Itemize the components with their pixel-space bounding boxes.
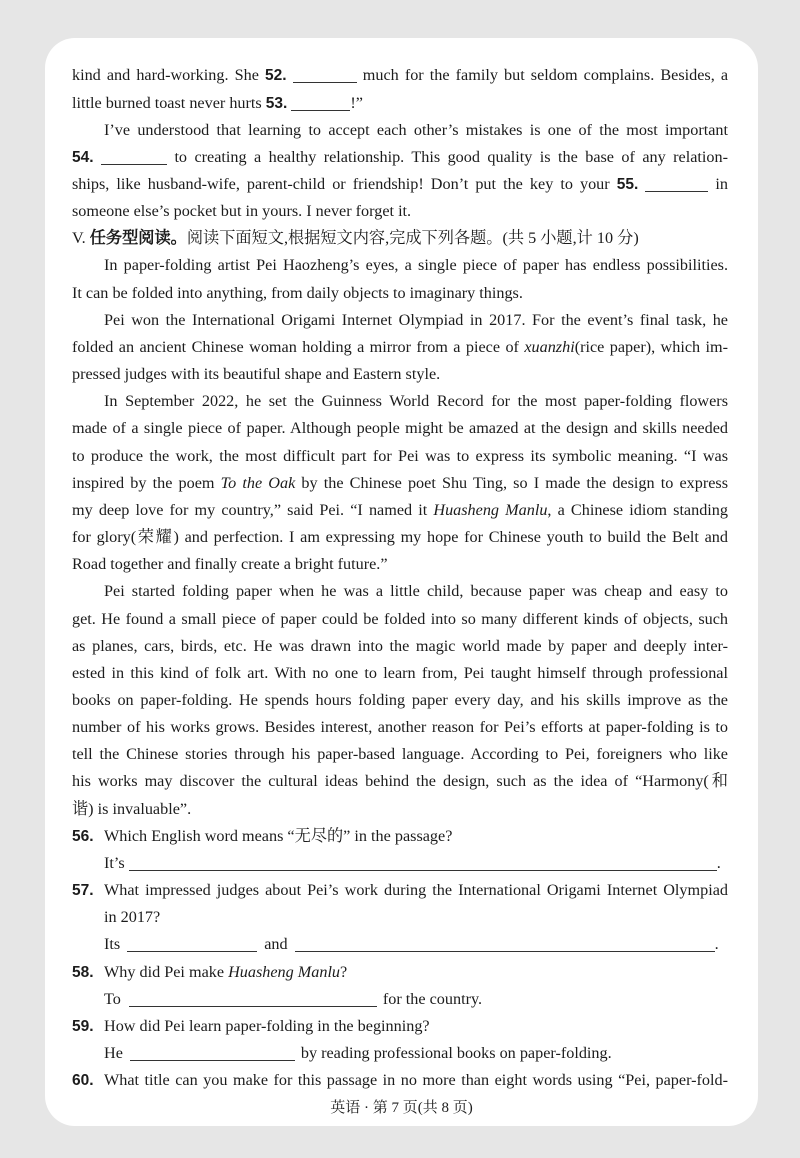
question-text: What impressed judges about Pei’s work during the International Origami Internet Olympiad (104, 881, 728, 900)
passage-line (72, 741, 728, 768)
passage-text: by the Chinese poet Shu Ting, so I made the design to express (301, 473, 729, 492)
section-numeral: V. (72, 229, 86, 248)
question-text: in 2017? (104, 908, 161, 927)
cloze-line (72, 117, 728, 144)
passage-text: inspired by the poem (72, 473, 215, 492)
question-number-59: 59. (72, 1017, 94, 1035)
page-footer: 英语 · 第 7 页(共 8 页) (330, 1100, 473, 1116)
passage-text: In paper-folding artist Pei Haozheng’s eyes, a single piece of paper has endless possibilities. (104, 256, 728, 275)
question-number-57: 57. (72, 882, 94, 900)
answer-blank-57a (127, 939, 257, 952)
question-text: What title can you make for this passage in no more than eight words using “Pei, paper-fold- (104, 1071, 728, 1090)
answer-blank-53 (291, 98, 350, 111)
work-title: Huasheng Manlu (433, 500, 548, 519)
poem-title: To the Oak (220, 473, 296, 492)
cloze-line (72, 90, 728, 117)
section-heading (72, 225, 728, 252)
question-number-60: 60. (72, 1072, 94, 1090)
passage-text: 谐) is invaluable”. (72, 799, 192, 818)
passage-text: for glory(荣耀) and perfection. I am expressing my hope for Chinese youth to build the Belt and (72, 528, 728, 547)
cloze-line (72, 198, 728, 225)
passage-text: pressed judges with its beautiful shape and Eastern style. (72, 365, 441, 384)
passage-line (72, 497, 728, 524)
passage-text: tell the Chinese stories through his paper-based language. According to Pei, foreigners who like (72, 745, 728, 764)
section-instructions: 阅读下面短文,根据短文内容,完成下列各题。(共 5 小题,计 10 分) (186, 229, 639, 248)
answer-blank-56 (129, 858, 717, 871)
passage-text: made of a single piece of paper. Although people might be amazed at the design and skills needed (72, 419, 728, 438)
answer-line-57 (72, 931, 728, 958)
cloze-line (72, 62, 728, 89)
answer-blank-54 (101, 152, 167, 165)
passage-text: to produce the work, the most difficult part for Pei was to express its symbolic meaning. “I was (72, 446, 728, 465)
answer-blank-58 (129, 994, 377, 1007)
passage-line (72, 443, 728, 470)
question-56 (72, 823, 728, 850)
question-text: How did Pei learn paper-folding in the beginning? (104, 1016, 430, 1035)
answer-line-59 (72, 1040, 728, 1067)
passage-line (72, 415, 728, 442)
page-content (72, 62, 728, 1094)
cloze-text: kind and hard-working. She (72, 66, 259, 85)
passage-line (72, 252, 728, 279)
answer-suffix: for the country. (382, 989, 483, 1008)
passage-text: Pei started folding paper when he was a little child, because paper was cheap and easy to (104, 582, 728, 601)
passage-line (72, 796, 728, 823)
answer-line-56 (72, 850, 728, 877)
question-number-56: 56. (72, 827, 94, 845)
passage-text: my deep love for my country,” said Pei. “I named it (72, 500, 428, 519)
passage-line (72, 388, 728, 415)
passage-line (72, 660, 728, 687)
passage-text: , a Chinese idiom standing (547, 500, 728, 519)
answer-suffix: . (716, 853, 721, 872)
cloze-text: little burned toast never hurts (72, 93, 262, 112)
passage-line (72, 578, 728, 605)
passage-text: folded an ancient Chinese woman holding a mirror from a piece of (72, 337, 519, 356)
answer-line-58 (72, 986, 728, 1013)
answer-blank-52 (293, 70, 357, 83)
passage-italic-term: xuanzhi (524, 337, 575, 356)
question-58 (72, 959, 728, 986)
cloze-line (72, 144, 728, 171)
passage-line (72, 470, 728, 497)
question-number-58: 58. (72, 963, 94, 981)
answer-suffix: . (714, 935, 719, 954)
passage-line (72, 633, 728, 660)
answer-suffix: by reading professional books on paper-folding. (300, 1044, 612, 1063)
cloze-line (72, 171, 728, 198)
passage-line (72, 334, 728, 361)
passage-text: It can be folded into anything, from daily objects to imaginary things. (72, 283, 523, 302)
passage-text: Pei won the International Origami Internet Olympiad in 2017. For the event’s final task, he (104, 310, 728, 329)
answer-prefix: To (104, 989, 121, 1008)
answer-blank-59 (130, 1048, 295, 1061)
passage-line (72, 768, 728, 795)
answer-prefix: Its (104, 935, 121, 954)
passage-line (72, 606, 728, 633)
answer-prefix: It’s (104, 853, 125, 872)
cloze-text: to creating a healthy relationship. This good quality is the base of any relation- (174, 147, 728, 166)
question-57-continued (72, 904, 728, 931)
cloze-text: ships, like husband-wife, parent-child or friendship! Don’t put the key to your (72, 175, 610, 194)
passage-text: number of his works grows. Besides interest, another reason for Pei’s efforts at paper-folding is to (72, 718, 728, 737)
section-title: 任务型阅读。 (89, 229, 187, 248)
answer-middle: and (264, 935, 288, 954)
question-60 (72, 1067, 728, 1094)
passage-line (72, 361, 728, 388)
answer-blank-55 (645, 179, 708, 192)
passage-line (72, 714, 728, 741)
cloze-text: much for the family but seldom complains. Besides, a (362, 66, 729, 85)
cloze-text: in (715, 175, 729, 194)
passage-text: In September 2022, he set the Guinness World Record for the most paper-folding flowers (104, 392, 728, 411)
cloze-text: someone else’s pocket but in yours. I never forget it. (72, 202, 412, 221)
answer-blank-57b (295, 939, 715, 952)
passage-line (72, 307, 728, 334)
passage-text: get. He found a small piece of paper could be folded into so many different kinds of objects, such (72, 609, 728, 628)
passage-line (72, 551, 728, 578)
question-number-53: 53. (265, 94, 288, 112)
question-number-54: 54. (72, 148, 94, 166)
passage-text: (rice paper), which im- (574, 337, 728, 356)
passage-text: ested in this kind of folk art. With no one to learn from, Pei taught himself through professional (72, 663, 728, 682)
question-number-55: 55. (616, 176, 639, 194)
cloze-text: !” (350, 93, 363, 112)
cloze-text: I’ve understood that learning to accept each other’s mistakes is one of the most important (104, 120, 728, 139)
answer-prefix: He (104, 1044, 123, 1063)
passage-text: as planes, cars, birds, etc. He was drawn into the magic world made by paper and deeply inter- (72, 636, 728, 655)
passage-line (72, 524, 728, 551)
work-title: Huasheng Manlu (228, 962, 341, 981)
question-57 (72, 877, 728, 904)
question-text: ? (340, 962, 348, 981)
question-text: Why did Pei make (104, 962, 225, 981)
passage-text: his works may discover the cultural ideas behind the design, such as the idea of “Harmony(和 (72, 772, 728, 791)
question-number-52: 52. (264, 67, 287, 85)
passage-text: Road together and finally create a bright future.” (72, 555, 388, 574)
passage-line (72, 687, 728, 714)
passage-line (72, 280, 728, 307)
passage-text: books on paper-folding. He spends hours folding paper every day, and his skills improve as the (72, 690, 728, 709)
question-text: Which English word means “无尽的” in the passage? (104, 826, 453, 845)
question-59 (72, 1013, 728, 1040)
